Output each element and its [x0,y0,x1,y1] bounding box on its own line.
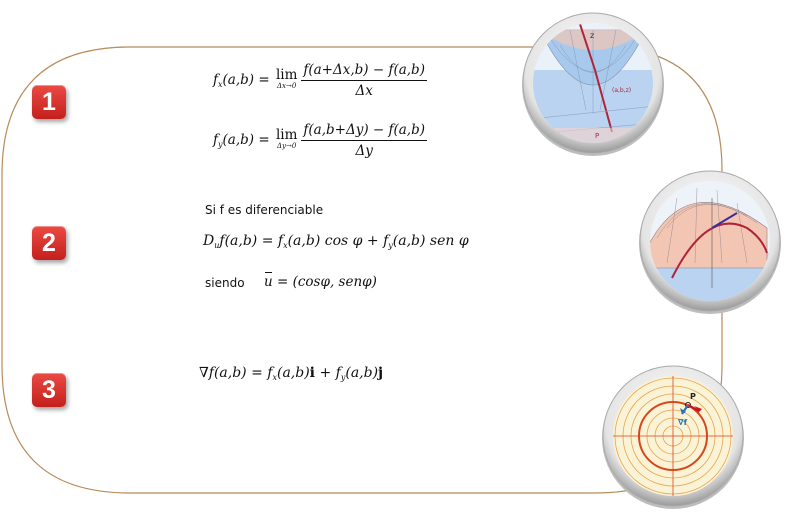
u-def: = (cosφ, senφ) [277,274,377,290]
unit-vector-definition [264,274,377,290]
fy-denominator: Δy [355,143,373,159]
contour-p-label: P [690,392,696,401]
partial-x-formula: $f_x(a,b) = \lim$ Δx→0 $\frac{f(a+\Delta x,b) - f(a,b)}{\Delta x}$ [213,62,425,99]
fx-numerator: f(a+Δx,b) − f(a,b) [301,62,427,81]
lim-y-word: lim [275,126,298,143]
grad-plus: + [315,365,336,381]
differentiable-condition: Si f es diferenciable [205,203,324,217]
paraboloid-thumbnail [520,10,666,156]
gradient-label: ∇f [678,418,688,427]
fy-subscript: y [218,140,223,149]
fy-numerator: f(a,b+Δy) − f(a,b) [301,122,427,141]
z-axis-label: z [590,31,595,40]
grad-t2: f [335,365,341,381]
fx-fraction [301,62,427,99]
grad-t1-sub: x [272,373,277,382]
grad-t1: f [267,365,273,381]
directional-derivative-formula [203,233,469,250]
curve-point-label: (a,b,z) [612,87,632,94]
step-badge-2: 2 [32,226,66,260]
lim-y-sub: Δy→0 [277,141,297,150]
grad-t1-args: (a,b) [276,365,310,381]
lim-x-sub: Δx→0 [276,81,297,90]
term1-f: f [277,233,284,249]
j-unit-vector: j [378,365,384,381]
grad-t2-sub: y [340,373,346,382]
directional-sub: u [214,241,220,250]
lim-x-word: lim [275,66,298,83]
fx-denominator: Δx [355,83,373,99]
directional-rest: f(a,b) = [219,233,278,249]
grad-lhs: ∇f(a,b) = [199,365,268,381]
u-vector: u [264,274,273,290]
fx-symbol: f [213,72,218,88]
fx-args: (a,b) [222,72,255,88]
i-unit-vector: i [309,365,315,381]
step-badge-1: 1 [32,85,66,119]
term2-f: f [383,233,389,249]
term1-sub: x [283,241,288,250]
term2-args: (a,b) sen φ [392,233,469,249]
siendo-label: siendo [205,276,245,290]
contour-gradient-thumbnail [600,363,746,509]
fy-fraction [301,122,427,159]
lim-y [275,126,298,152]
dome-surface-thumbnail [637,168,783,314]
gradient-formula [199,365,383,382]
point-p-label: P [595,132,600,140]
step-badge-3: 3 [32,373,66,407]
term1-args: (a,b) cos φ + [287,233,384,249]
fx-subscript: x [218,80,223,89]
fy-symbol: f [213,132,218,148]
term2-sub: y [388,241,393,250]
directional-d: D [203,233,215,249]
partial-y-formula: $f_y(a,b) = \lim$ Δy→0 $\frac{f(a,b+\Delta y) - f(a,b)}{\Delta y}$ [213,122,425,159]
grad-t2-args: (a,b) [345,365,379,381]
fy-args: (a,b) [222,132,255,148]
lim-x [275,66,298,92]
